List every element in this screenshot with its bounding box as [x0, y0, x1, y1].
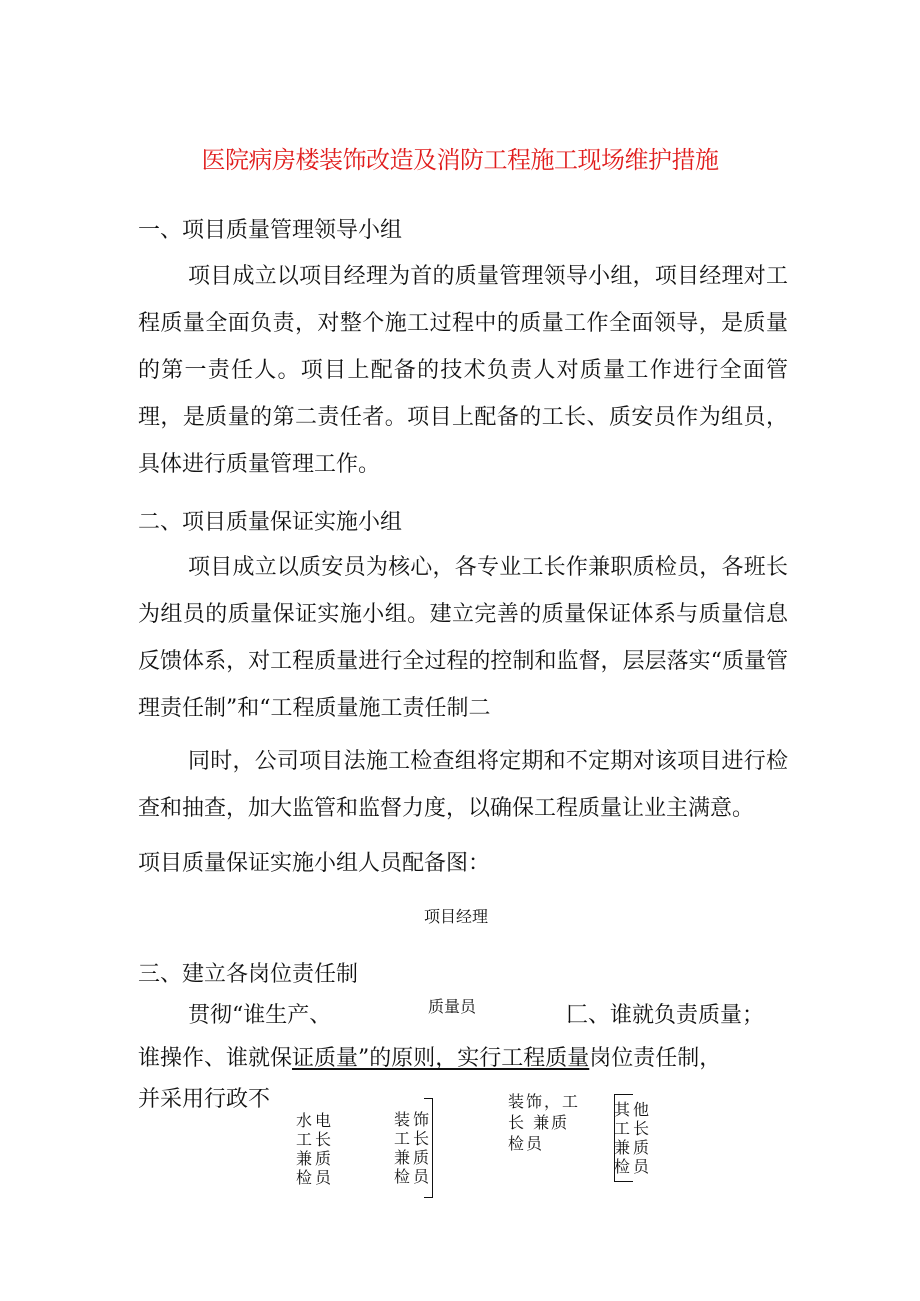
section-2-paragraph-1: 项目成立以质安员为核心，各专业工长作兼职质检员，各班长为组员的质量保证实施小组。建立完善的质量保证体系与质量信息反馈体系，对工程质量进行全过程的控制和监督，层层落实“质量管理责任制”和“工程质量施工责任制二: [138, 555, 788, 721]
org-chart-box-decoration: 装饰工长兼质检员: [394, 1110, 433, 1186]
section-heading-1: 一、项目质量管理领导小组: [138, 218, 403, 243]
section-3-line-2-underlined: 证质量”的原则，实行工程质量: [292, 1046, 590, 1071]
section-3-line-2: [138, 1041, 721, 1072]
org-chart-box-other-left: 其工兼检: [614, 1100, 631, 1176]
section-3-line-1-start: 贯彻“谁生产、: [188, 1003, 332, 1028]
section-heading-3: 三、建立各岗位责任制: [138, 962, 359, 987]
document-title: 医院病房楼装饰改造及消防工程施工现场维护措施: [201, 146, 719, 174]
section-2-paragraph-2: 同时，公司项目法施工检查组将定期和不定期对该项目进行检查和抽查，加大监管和监督力度，以确保工程质量让业主满意。: [138, 749, 788, 821]
section-3-line-2-part-a: 谁操作、谁就保: [138, 1046, 293, 1071]
section-3-line-1-end: 匚、谁就负责质量；: [566, 1003, 765, 1028]
org-chart-box-decoration-bracket: [424, 1098, 433, 1198]
section-1-paragraph: 项目成立以项目经理为首的质量管理领导小组，项目经理对工程质量全面负责，对整个施工过程中的质量工作全面领导，是质量的第一责任人。项目上配备的技术负责人对质量工作进行全面管理，是质量的第二责任者。项目上配备的工长、质安员作为组员，具体进行质量管理工作。: [138, 264, 788, 477]
section-3-line-3: 并采用行政不: [138, 1087, 271, 1112]
org-chart-box-other-bracket: [614, 1094, 633, 1182]
org-chart-middle-node: 质量员: [428, 997, 477, 1016]
org-chart-top-node: 项目经理: [424, 907, 489, 926]
section-heading-2: 二、项目质量保证实施小组: [138, 510, 403, 535]
org-chart-box-decoration-2: 装饰，工长 兼质检员: [508, 1092, 581, 1153]
section-2-paragraph-3: 项目质量保证实施小组人员配备图：: [138, 851, 491, 876]
org-chart-box-other-right: 他长质员: [633, 1100, 650, 1176]
section-3-line-2-part-c: 岗位责任制，: [589, 1046, 722, 1071]
org-chart-box-plumbing: 水电工长兼质检员: [296, 1111, 335, 1187]
